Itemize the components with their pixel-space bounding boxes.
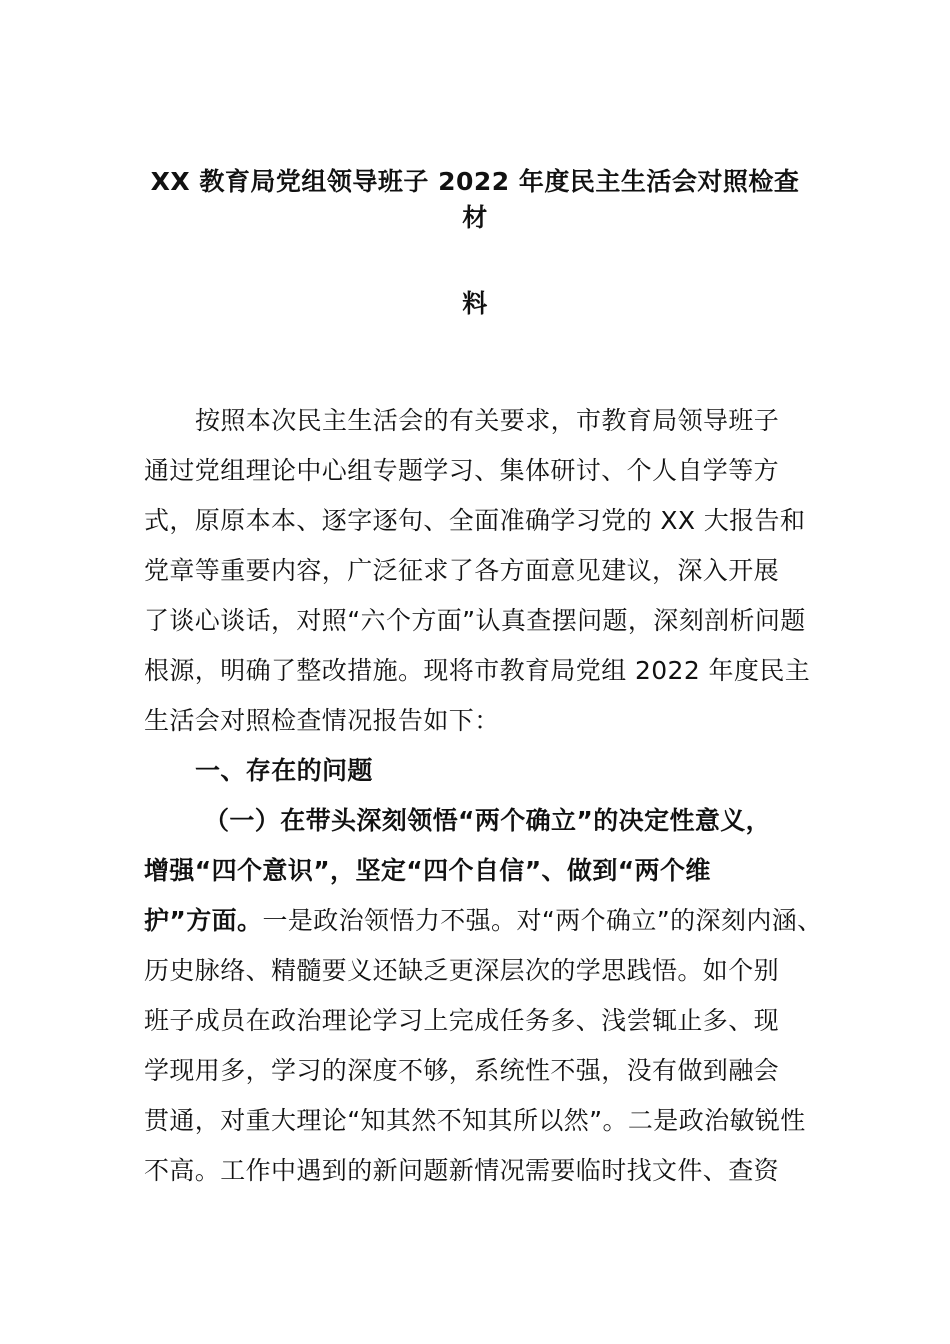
intro-line: 按照本次民主生活会的有关要求，市教育局领导班子 [195, 406, 780, 435]
document-body [144, 396, 823, 1196]
subsection-mixed-line [144, 896, 823, 946]
subsection-heading-line: （一）在带头深刻领悟“两个确立”的决定性意义， [204, 806, 772, 835]
document-title-line-2: 料 [462, 289, 488, 318]
body-line: 历史脉络、精髓要义还缺乏更深层次的学思践悟。如个别 [144, 956, 780, 985]
intro-line: 式，原原本本、逐字逐句、全面准确学习党的 XX 大报告和 [144, 506, 806, 535]
body-text: 一是政治领悟力不强。对“两个确立”的深刻内涵、 [262, 906, 823, 935]
intro-line: 了谈心谈话，对照“六个方面”认真查摆问题，深刻剖析问题 [144, 606, 806, 635]
body-line: 贯通，对重大理论“知其然不知其所以然”。二是政治敏锐性 [144, 1106, 806, 1135]
body-line: 学现用多，学习的深度不够，系统性不强，没有做到融会 [144, 1056, 780, 1085]
subsection-heading-line: 增强“四个意识”，坚定“四个自信”、做到“两个维 [144, 856, 711, 885]
intro-line: 通过党组理论中心组专题学习、集体研讨、个人自学等方 [144, 456, 780, 485]
body-line: 班子成员在政治理论学习上完成任务多、浅尝辄止多、现 [144, 1006, 780, 1035]
intro-line: 根源，明确了整改措施。现将市教育局党组 2022 年度民主 [144, 656, 811, 685]
subsection-heading-tail: 护”方面。 [144, 906, 263, 935]
intro-line: 生活会对照检查情况报告如下： [144, 706, 500, 735]
body-line: 不高。工作中遇到的新问题新情况需要临时找文件、查资 [144, 1156, 780, 1185]
document-title-line-1: XX 教育局党组领导班子 2022 年度民主生活会对照检查材 [150, 167, 800, 232]
intro-line: 党章等重要内容，广泛征求了各方面意见建议，深入开展 [144, 556, 780, 585]
section-heading: 一、存在的问题 [195, 756, 373, 785]
